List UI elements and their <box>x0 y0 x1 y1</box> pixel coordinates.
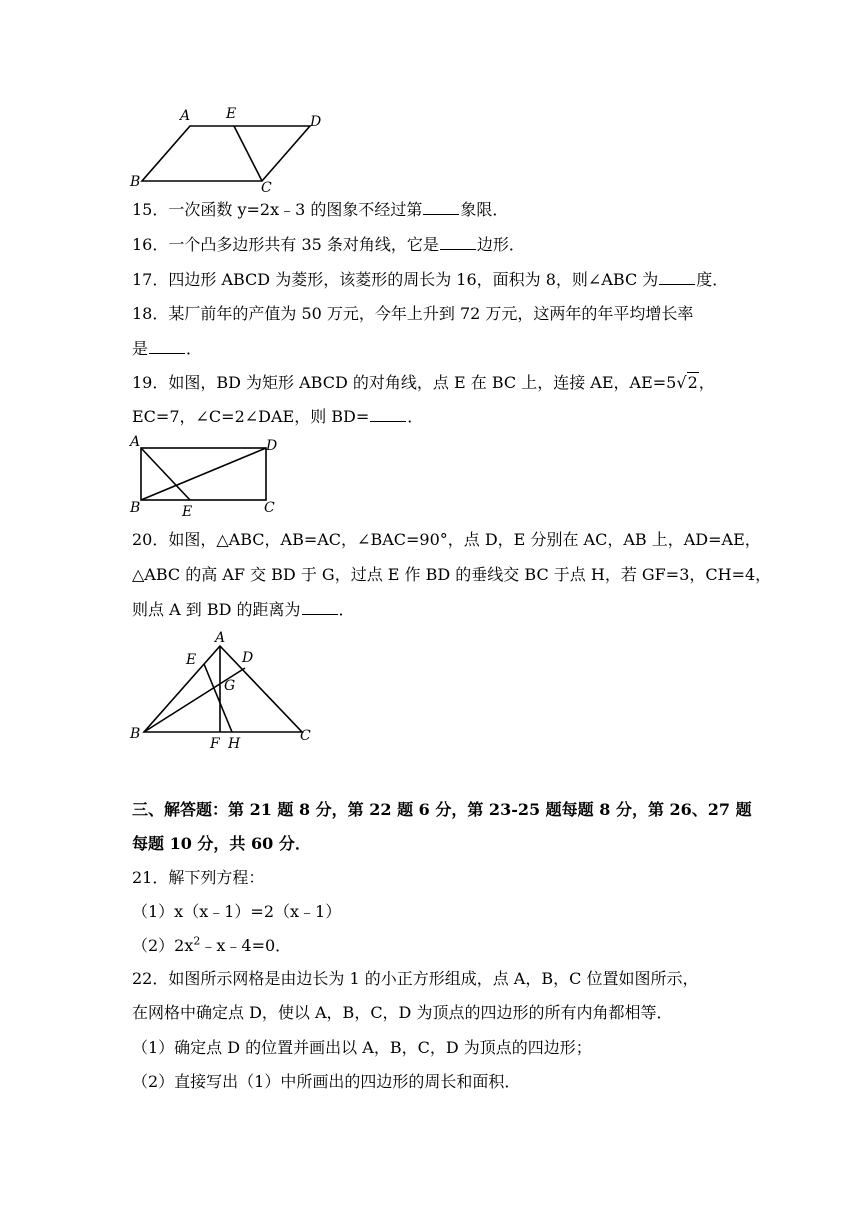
label-B: B <box>130 726 141 742</box>
answer-blank <box>370 407 406 422</box>
answer-blank <box>302 600 338 615</box>
label-A: A <box>180 108 191 124</box>
question-22-part2: （2）直接写出（1）中所画出的四边形的周长和面积． <box>132 1072 521 1091</box>
question-18-line1: 18．某厂前年的产值为 50 万元，今年上升到 72 万元，这两年的年平均增长率 <box>132 304 694 323</box>
section-3-header-line1: 三、解答题：第 21 题 8 分，第 22 题 6 分，第 23-25 题每题 8 分，第 26、27 题 <box>132 800 752 819</box>
answer-blank <box>149 339 185 354</box>
label-F: F <box>210 736 220 752</box>
question-20-line2: △ABC 的高 AF 交 BD 于 G，过点 E 作 BD 的垂线交 BC 于点 H，若 GF=3，CH=4， <box>132 565 772 584</box>
question-21-part1: （1）x（x﹣1）=2（x﹣1） <box>132 902 342 921</box>
label-D: D <box>310 114 322 130</box>
label-E: E <box>226 106 237 122</box>
question-21-part2: $(2)2x^2﹣x﹣4=0$． <box>132 934 292 955</box>
label-A: A <box>130 434 141 450</box>
label-D: D <box>266 438 278 454</box>
question-22-line1: 22．如图所示网格是由边长为 1 的小正方形组成，点 A，B，C 位置如图所示， <box>132 969 699 988</box>
question-17: 17．四边形 ABCD 为菱形，该菱形的周长为 16，面积为 8，则∠ABC 为 度． <box>132 270 729 289</box>
answer-blank <box>440 235 476 250</box>
label-E: E <box>186 652 197 668</box>
label-C: C <box>261 180 272 196</box>
question-20-line3: 则点 A 到 BD 的距离为 ． <box>132 600 355 619</box>
label-H: H <box>228 736 241 752</box>
parallelogram-figure <box>126 104 336 196</box>
sqrt-symbol: √2 <box>676 373 698 392</box>
label-A: A <box>215 630 226 646</box>
question-19-line1: 19．如图，BD 为矩形 ABCD 的对角线，点 E 在 BC 上，连接 AE，AE=5√2， <box>132 373 715 392</box>
triangle-figure <box>126 628 326 758</box>
question-22-part1: （1）确定点 D 的位置并画出以 A，B，C，D 为顶点的四边形； <box>132 1038 592 1057</box>
label-G: G <box>224 678 236 694</box>
rectangle-figure <box>126 432 286 518</box>
label-B: B <box>130 500 141 516</box>
label-D: D <box>242 650 254 666</box>
question-15: 15．一次函数 y=2x﹣3 的图象不经过第 象限． <box>132 200 509 219</box>
question-22-line2: 在网格中确定点 D，使以 A，B，C，D 为顶点的四边形的所有内角都相等． <box>132 1003 673 1022</box>
question-20-line1: 20．如图，△ABC，AB=AC，∠BAC=90°，点 D，E 分别在 AC，AB 上，AD=AE， <box>132 530 761 549</box>
label-C: C <box>264 500 275 516</box>
answer-blank <box>659 270 695 285</box>
question-19-line2: EC=7，∠C=2∠DAE，则 BD= ． <box>132 407 424 426</box>
section-3-header-line2: 每题 10 分，共 60 分． <box>132 834 311 853</box>
label-C: C <box>300 728 311 744</box>
question-16: 16．一个凸多边形共有 35 条对角线，它是 边形． <box>132 235 525 254</box>
label-B: B <box>130 174 141 190</box>
question-18-line2: 是 ． <box>132 339 203 358</box>
answer-blank <box>423 200 459 215</box>
question-21-intro: 21．解下列方程： <box>132 868 265 887</box>
label-E: E <box>182 504 193 518</box>
